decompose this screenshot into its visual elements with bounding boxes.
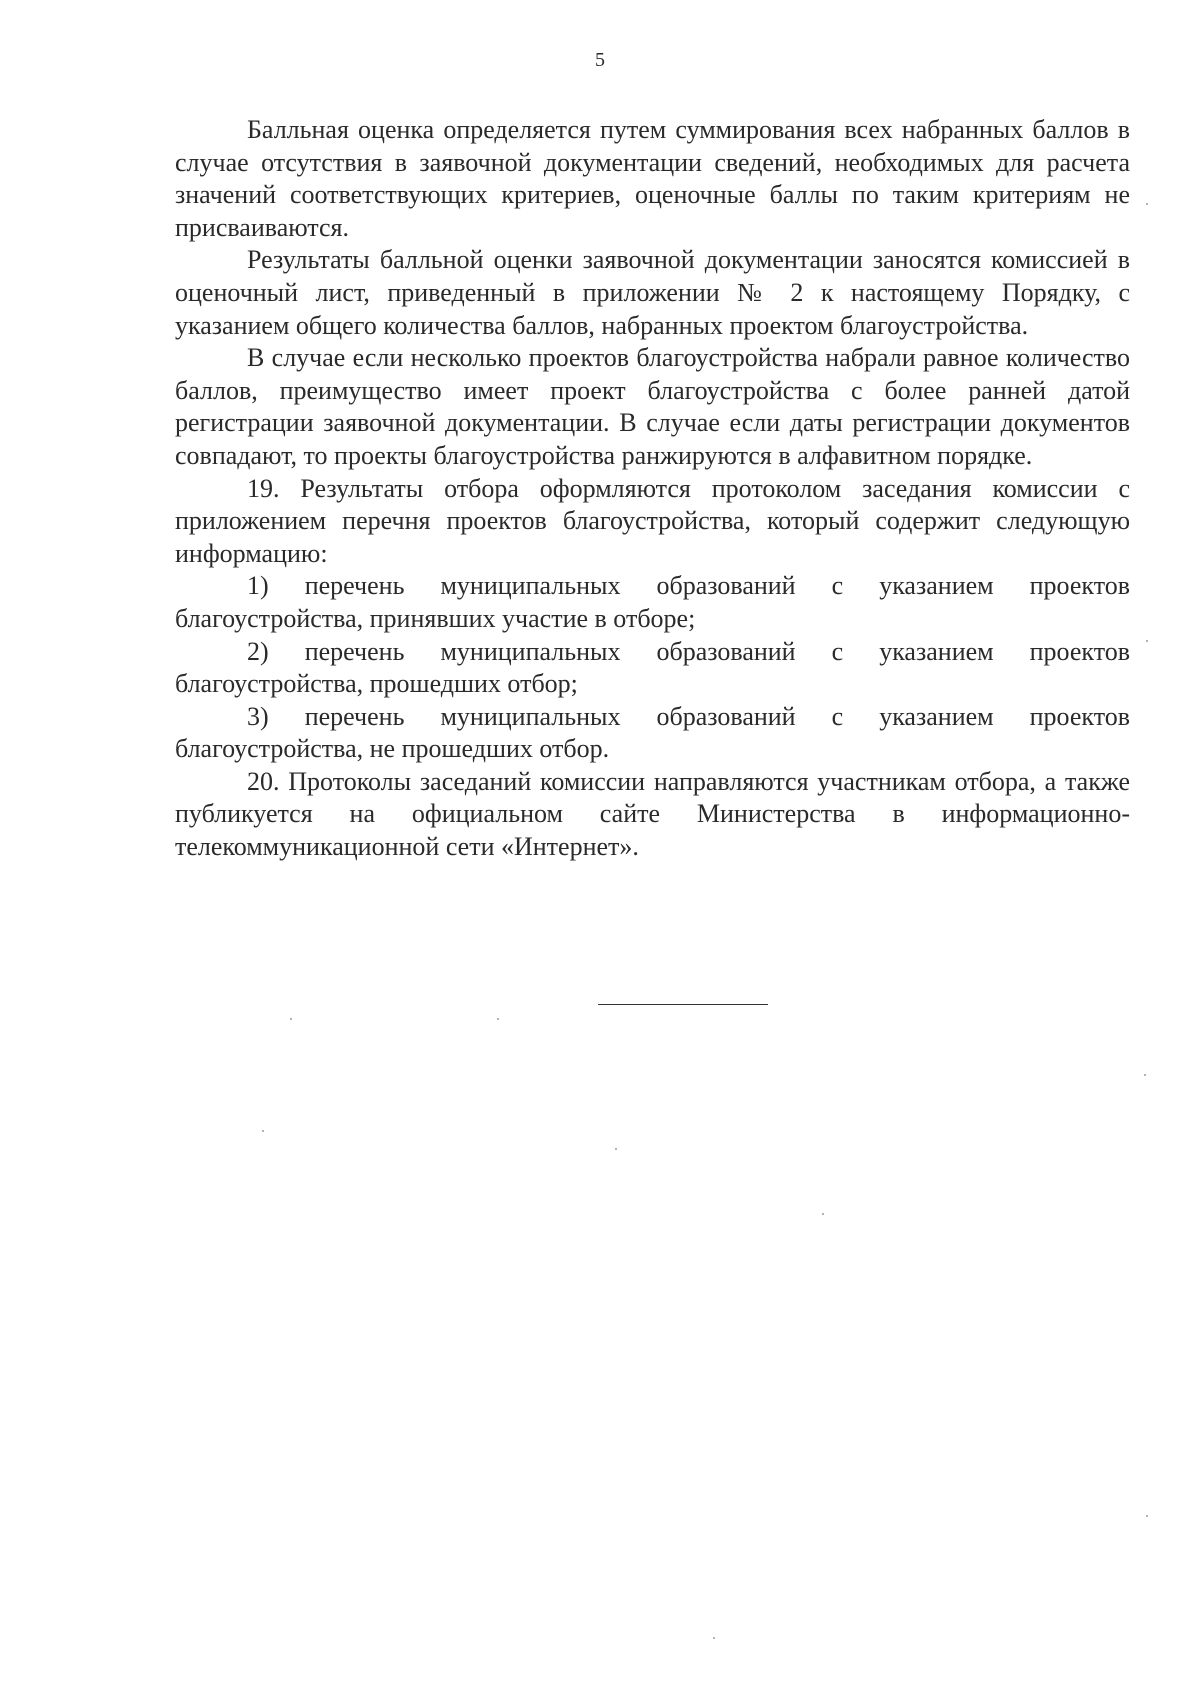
scan-speck (615, 1148, 617, 1150)
list-item-3: 3) перечень муниципальных образований с указанием проектов благоустройства, не прошедших отбор. (175, 701, 1130, 764)
paragraph-equal-scores: В случае если несколько проектов благоустройства набрали равное количество баллов, преимущество имеет проект благоустройства с более ранней датой регистрации заявочной документации. В случае если даты регистрации документов совпадают, то проекты благоустройства ранжируются в алфавитном порядке. (175, 343, 1130, 470)
paragraph-scoring-method: Балльная оценка определяется путем суммирования всех набранных баллов в случае отсутствия в заявочной документации сведений, необходимых для расчета значений соответствующих критериев, оценочные баллы по таким критериям не присваиваются. (175, 115, 1130, 242)
paragraph-item-19: 19. Результаты отбора оформляются протоколом заседания комиссии с приложением перечня проектов благоустройства, который содержит следующую информацию: (175, 473, 1130, 568)
body-text (175, 114, 1130, 864)
scan-speck (1146, 1515, 1148, 1517)
scan-speck (497, 1018, 499, 1020)
list-item-1: 1) перечень муниципальных образований с указанием проектов благоустройства, принявших участие в отборе; (175, 571, 1130, 633)
paragraph-item-20: 20. Протоколы заседаний комиссии направляются участникам отбора, а также публикуется на официальном сайте Министерства в информационно-телекоммуникационной сети «Интернет». (175, 766, 1130, 862)
scan-speck (290, 1018, 292, 1020)
scan-speck (1146, 203, 1148, 205)
end-divider (598, 1004, 768, 1005)
scan-speck (1146, 640, 1148, 642)
paragraph-scoring-results: Результаты балльной оценки заявочной документации заносятся комиссией в оценочный лист, приведенный в приложении № 2 к настоящему Порядку, с указанием общего количества баллов, набранных проектом благоустройства. (175, 245, 1130, 340)
scan-speck (262, 1130, 264, 1132)
scan-speck (1144, 1074, 1146, 1076)
scan-speck (713, 1637, 715, 1639)
page-number: 5 (595, 49, 605, 71)
scan-speck (822, 1213, 824, 1215)
list-item-2: 2) перечень муниципальных образований с указанием проектов благоустройства, прошедших отбор; (175, 636, 1130, 699)
